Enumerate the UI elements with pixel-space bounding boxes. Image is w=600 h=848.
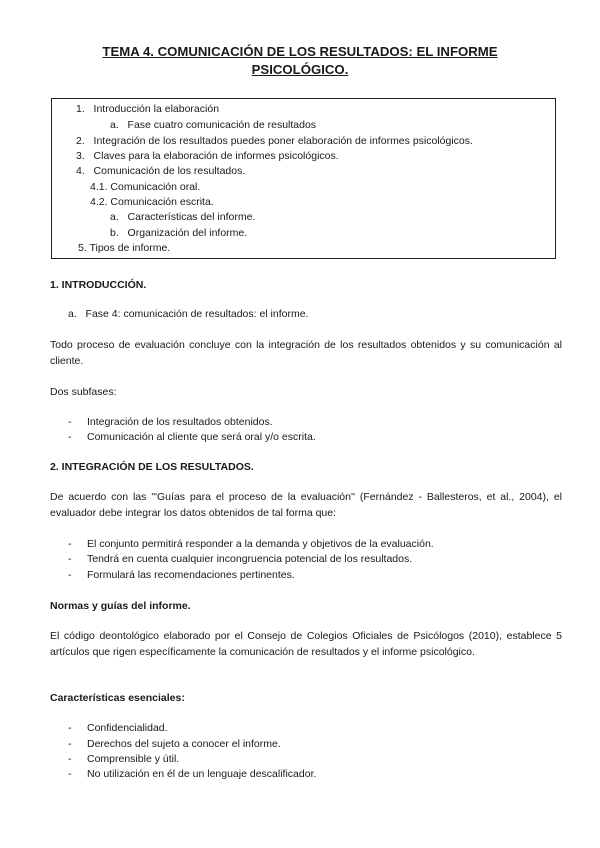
- section-1-subfases-label: Dos subfases:: [50, 386, 117, 398]
- toc-item-4-2b: b. Organización del informe.: [110, 227, 248, 239]
- title-line-2: PSICOLÓGICO.: [251, 62, 349, 77]
- toc-item-1a: a. Fase cuatro comunicación de resultados: [110, 119, 317, 131]
- toc-item-3: 3. Claves para la elaboración de informes psicológicos.: [76, 150, 339, 162]
- normas-paragraph: El código deontológico elaborado por el Consejo de Colegios Oficiales de Psicólogos (2010), establece 5 artículos que rigen específicamente la comunicación de resultados y el informe psicológico.: [50, 630, 562, 658]
- section-1-heading: 1. INTRODUCCIÓN.: [50, 279, 147, 291]
- toc-item-1: 1. Introducción la elaboración: [76, 103, 220, 115]
- section-1-paragraph: Todo proceso de evaluación concluye con la integración de los resultados obtenidos y su comunicación al cliente.: [50, 339, 562, 367]
- table-of-contents: [51, 98, 556, 259]
- toc-item-4-1: 4.1. Comunicación oral.: [90, 181, 201, 193]
- toc-item-2: 2. Integración de los resultados puedes poner elaboración de informes psicológicos.: [76, 135, 473, 147]
- section-2-paragraph: De acuerdo con las '"Guías para el proceso de la evaluación'' (Fernández - Ballesteros, et al., 2004), el evaluador debe integrar los datos obtenidos de tal forma que:: [50, 491, 562, 519]
- toc-item-4-2: 4.2. Comunicación escrita.: [90, 196, 214, 208]
- toc-item-5: 5. Tipos de informe.: [78, 242, 171, 254]
- document-page: TEMA 4. COMUNICACIÓN DE LOS RESULTADOS: EL INFORME PSICOLÓGICO. 1. Introducción la elaboración a. Fase cuatro comunicación de resultados 2. Integración de los resultados puedes poner elaboración de informes psicológicos. 3. Claves para la elaboración de informes psicológicos. 4. Comunicación de los resultados. 4.1. Comunicación oral. 4.2. Comunicación escrita. a. Características del informe. b. Organización del informe. 5. Tipos de informe. 1. INTRODUCCIÓN. a. Fase 4: comunicación de resultados: el informe. Todo proceso de evaluación concluye con la integración de los resultados obtenidos y su comunicación al cliente. Dos subfases: - Integración de los resultados obtenidos. - Comunicación al cliente que será oral y/o escrita. 2. INTEGRACIÓN DE LOS RESULTADOS. De acuerdo con las '"Guías para el proceso de la evaluación'' (Fernández - Ballesteros, et al., 2004), el evaluador debe integrar los datos obtenidos de tal forma que: - El conjunto permitirá responder a la demanda y objetivos de la evaluación. - Tendrá en cuenta cualquier incongruencia potencial de los resultados. - Formulará las recomendaciones pertinentes. Normas y guías del informe. El código deontológico elaborado por el Consejo de Colegios Oficiales de Psicólogos (2010), establece 5 artículos que rigen específicamente la comunicación de resultados y el informe psicológico. Características esenciales: - Confidencialidad. - Derechos del sujeto a conocer el informe. - Comprensible y útil. - No utilización en él de un lenguaje descalificador.: [50, 44, 562, 780]
- toc-item-4-2a: a. Características del informe.: [110, 211, 256, 223]
- normas-subheading: Normas y guías del informe.: [50, 600, 191, 612]
- title-line-1: TEMA 4. COMUNICACIÓN DE LOS RESULTADOS: EL INFORME: [102, 44, 498, 59]
- caracteristicas-subheading: Características esenciales:: [50, 692, 185, 704]
- section-1-subitem: a. Fase 4: comunicación de resultados: el informe.: [68, 308, 309, 320]
- section-2-heading: 2. INTEGRACIÓN DE LOS RESULTADOS.: [50, 461, 254, 473]
- toc-item-4: 4. Comunicación de los resultados.: [76, 165, 246, 177]
- page-title: [60, 43, 540, 79]
